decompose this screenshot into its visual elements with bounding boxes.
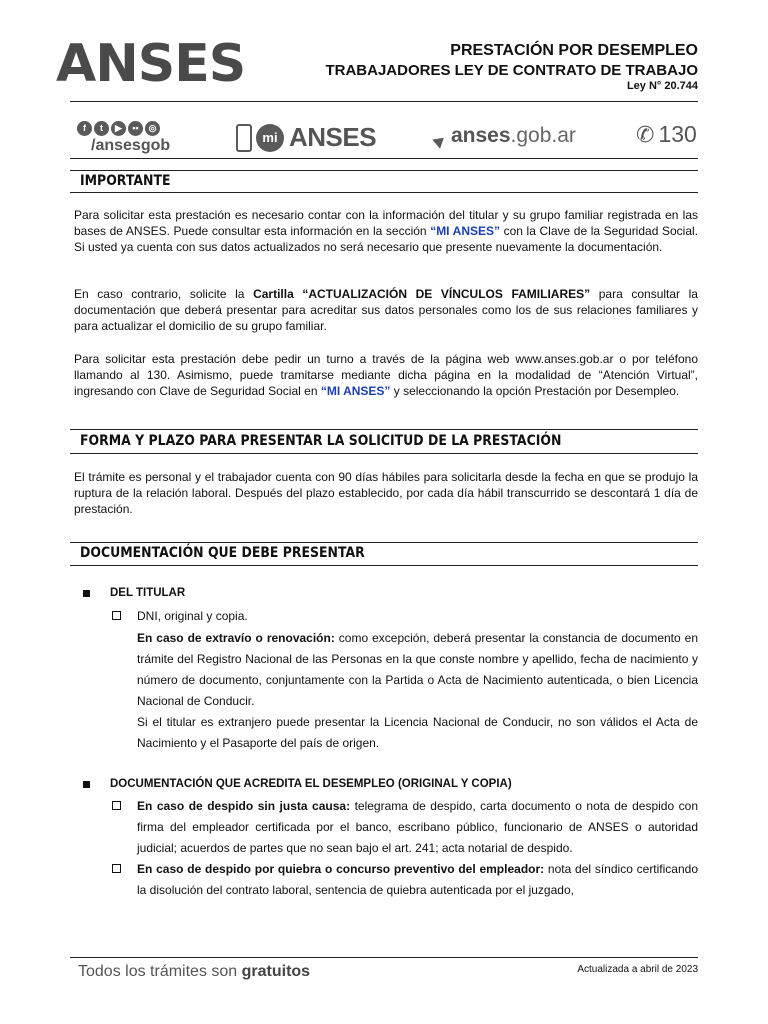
item-extranjero: Si el titular es extranjero puede presentar la Licencia Nacional de Conducir, no son válidos el Acta de Nacimiento y el Pasaporte del país de origen.	[137, 715, 698, 750]
youtube-icon: ▶	[111, 121, 126, 136]
website-block	[435, 124, 576, 148]
section-rule-bottom	[70, 192, 698, 193]
section-rule-top	[70, 170, 698, 171]
section-title-importante: IMPORTANTE	[80, 173, 171, 189]
text: como excepción, deberá presentar la constancia de documento en trámite del Registro Nacional de las Personas en la que conste nombre y apellido, fecha de nacimiento y número de documento, conjuntamente con la Partida o Acta de Nacimiento autenticada, o bien Licencia Nacional de Conducir.	[137, 631, 698, 708]
contacts-divider	[70, 158, 698, 159]
paragraph-importante-2	[74, 286, 698, 334]
section-rule-bottom	[70, 453, 698, 454]
mi-anses-link-text: “MI ANSES”	[320, 384, 391, 398]
paragraph-forma-plazo: El trámite es personal y el trabajador cuenta con 90 días hábiles para solicitarla desde la fecha en que se produjo la ruptura de la relación laboral. Después del plazo establecido, por cada día hábil transcurrido se descontará 1 día de prestación.	[74, 470, 698, 516]
mobile-phone-icon	[236, 124, 252, 152]
subhead-desempleo: DOCUMENTACIÓN QUE ACREDITA EL DESEMPLEO (ORIGINAL Y COPIA)	[110, 778, 512, 790]
facebook-icon: f	[77, 121, 92, 136]
cursor-arrow-icon	[432, 133, 447, 149]
paragraph-importante-3	[74, 351, 698, 399]
text: para consultar la documentación que deberá presentar para acreditar sus datos personales como los de sus relaciones familiares y para actualizar el domicilio de su grupo familiar.	[74, 287, 698, 333]
footer-slogan	[78, 963, 310, 981]
paragraph-importante-1	[74, 207, 698, 255]
text: Para solicitar esta prestación es necesario contar con la información del titular y su grupo familiar registrada en las bases de ANSES. Puede consultar esta información en la sección	[74, 208, 698, 238]
footer-divider	[70, 957, 698, 958]
text: Todos los trámites son	[78, 963, 242, 980]
text: telegrama de despido, carta documento o nota de despido con firma del empleador certificada por el banco, escribano público, funcionario de ANSES o autoridad judicial; acuerdos de partes que no sean bajo el art. 241; acta notarial de despido.	[137, 799, 698, 855]
social-block	[77, 118, 170, 155]
checkbox-square-icon	[112, 864, 121, 873]
mi-anses-block	[236, 122, 376, 153]
subhead-del-titular: DEL TITULAR	[110, 587, 186, 599]
item-extravio	[137, 628, 698, 712]
text: nota del síndico certificando la disolución del contrato laboral, sentencia de quiebra autenticada por el juzgado,	[137, 862, 699, 897]
footer-date: Actualizada a abril de 2023	[577, 964, 698, 975]
bold-label: En caso de extravío o renovación:	[137, 631, 335, 645]
text: con la Clave de la Seguridad Social. Si usted ya cuenta con sus datos actualizados no será necesario que presente nuevamente la documentación.	[74, 224, 698, 254]
item-dni: DNI, original y copia.	[137, 609, 248, 623]
item-despido	[137, 796, 698, 859]
bullet-square-icon	[83, 781, 90, 788]
flickr-icon: ••	[128, 121, 143, 136]
checkbox-square-icon	[112, 611, 121, 620]
bullet-square-icon	[83, 590, 90, 597]
document-subtitle: TRABAJADORES LEY DE CONTRATO DE TRABAJO	[325, 62, 698, 79]
mi-badge: mi	[256, 124, 284, 152]
header-divider	[70, 101, 698, 102]
phone-block	[636, 121, 697, 148]
bold-label: En caso de despido por quiebra o concurso preventivo del empleador:	[137, 862, 545, 876]
law-number: Ley N° 20.744	[626, 80, 698, 92]
section-title-forma-plazo: FORMA Y PLAZO PARA PRESENTAR LA SOLICITUD DE LA PRESTACIÓN	[80, 433, 562, 449]
twitter-icon: t	[94, 121, 109, 136]
mi-anses-label: ANSES	[289, 122, 377, 152]
cartilla-name: Cartilla “ACTUALIZACIÓN DE VÍNCULOS FAMILIARES”	[253, 287, 591, 301]
phone-icon: ✆	[636, 121, 655, 147]
text: y seleccionando la opción Prestación por Desempleo.	[390, 384, 680, 398]
instagram-icon: ◎	[145, 121, 160, 136]
checkbox-square-icon	[112, 801, 121, 810]
phone-number: 130	[658, 121, 697, 147]
mi-anses-link-text: “MI ANSES”	[430, 224, 501, 238]
website-domain: anses	[451, 124, 511, 147]
item-quiebra	[137, 859, 698, 901]
document-title: PRESTACIÓN POR DESEMPLEO	[450, 42, 698, 59]
section-title-documentacion: DOCUMENTACIÓN QUE DEBE PRESENTAR	[80, 545, 365, 561]
section-rule-top	[70, 542, 698, 543]
bold-label: En caso de despido sin justa causa:	[137, 799, 351, 813]
website-tld: .gob.ar	[510, 124, 576, 147]
section-rule-top	[70, 429, 698, 430]
text: Para solicitar esta prestación debe pedir un turno a través de la página web www.anses.gob.ar o por teléfono llamando al 130. Asimismo, puede tramitarse mediante dicha página en la modalidad de “Atención Virtual”, ingresando con Clave de Seguridad Social en	[74, 352, 698, 398]
anses-logo: ANSES	[56, 34, 246, 94]
text-bold: gratuitos	[241, 963, 311, 980]
text: En caso contrario, solicite la	[74, 287, 254, 301]
social-handle: /ansesgob	[91, 137, 171, 154]
section-rule-bottom	[70, 565, 698, 566]
